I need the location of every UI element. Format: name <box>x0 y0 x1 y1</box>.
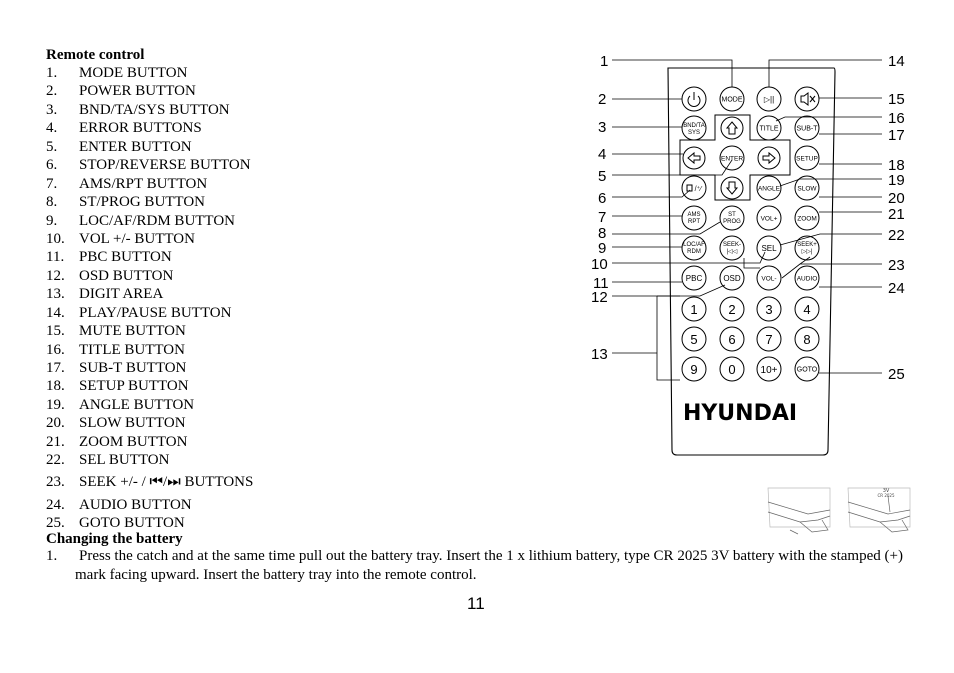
item-label: STOP/REVERSE BUTTON <box>79 157 251 174</box>
battery-voltage-label: 3V <box>882 488 890 494</box>
rpt-label: RPT <box>688 219 700 225</box>
item-label: PBC BUTTON <box>79 249 172 266</box>
item-number: 6. <box>46 157 58 174</box>
item-label: LOC/AF/RDM BUTTON <box>79 212 235 229</box>
loc-button <box>682 236 706 260</box>
item-number: 18. <box>46 378 65 395</box>
callout-12: 12 <box>591 289 608 306</box>
item-label: ST/PROG BUTTON <box>79 194 205 211</box>
down-button <box>721 177 743 199</box>
digit-3-label: 3 <box>765 302 773 317</box>
callout-5: 5 <box>598 168 607 185</box>
item-label: SEEK +/- / ⏮/⏭ BUTTONS <box>79 473 254 490</box>
callout-6: 6 <box>598 190 607 207</box>
digit-1-label: 1 <box>690 302 698 317</box>
battery-heading: Changing the battery <box>46 531 183 547</box>
callout-10: 10 <box>591 256 608 273</box>
item-label: MODE BUTTON <box>79 65 188 81</box>
battery-illustration <box>760 482 920 547</box>
seek-minus-button <box>720 236 744 260</box>
item-number: 16. <box>46 341 65 358</box>
item-label: SEL BUTTON <box>79 452 170 469</box>
item-label: GOTO BUTTON <box>79 515 185 532</box>
digit-10-label: 10+ <box>760 365 778 376</box>
item-label: SETUP BUTTON <box>79 378 189 395</box>
digit-4-label: 4 <box>803 302 811 317</box>
item-number: 8. <box>46 194 58 211</box>
callout-18: 18 <box>888 157 905 174</box>
item-label: PLAY/PAUSE BUTTON <box>79 304 232 321</box>
volp-label: VOL+ <box>760 215 778 223</box>
loc-label: LOC/AF <box>683 242 705 248</box>
callout-22: 22 <box>888 227 905 244</box>
item-label: DIGIT AREA <box>79 286 164 303</box>
callout-4: 4 <box>598 146 607 163</box>
callout-9: 9 <box>598 240 607 257</box>
digit-8-label: 8 <box>803 332 811 347</box>
enter-label: ENTER <box>720 155 744 163</box>
volm-label: VOL- <box>761 275 777 283</box>
play-pause-label: ▷|| <box>763 95 775 104</box>
zoom-label: ZOOM <box>797 215 817 223</box>
item-number: 5. <box>46 138 58 155</box>
item-number: 11. <box>46 249 65 266</box>
rdm-label: RDM <box>687 249 701 255</box>
callout-14: 14 <box>888 53 905 70</box>
item-label: ENTER BUTTON <box>79 138 192 155</box>
item-number: 23. <box>46 473 65 490</box>
callout-7: 7 <box>598 209 607 226</box>
callout-13: 13 <box>591 346 608 363</box>
seekm-label: SEEK- <box>722 242 742 248</box>
battery-type-label: CR 2025 <box>877 493 895 498</box>
item-number: 10. <box>46 230 65 247</box>
step-number: 1. <box>46 548 58 564</box>
seekm-icon-label: |◁◁ <box>726 249 738 255</box>
pbc-label: PBC <box>685 274 703 283</box>
callout-20: 20 <box>888 190 905 207</box>
item-number: 2. <box>46 83 58 100</box>
item-label: VOL +/- BUTTON <box>79 230 195 247</box>
item-number: 14. <box>46 304 65 321</box>
digit-0-label: 0 <box>728 362 736 377</box>
item-number: 7. <box>46 175 58 192</box>
item-label: MUTE BUTTON <box>79 323 186 340</box>
slow-label: SLOW <box>797 185 817 193</box>
callout-3: 3 <box>598 119 607 136</box>
item-label: SUB-T BUTTON <box>79 360 187 376</box>
digit-6-label: 6 <box>728 332 736 347</box>
item-number: 25. <box>46 515 65 532</box>
item-label: OSD BUTTON <box>79 267 174 284</box>
bnd-label: BND/TA <box>683 123 705 129</box>
osd-label: OSD <box>723 274 741 283</box>
title-label: TITLE <box>759 125 779 133</box>
item-number: 12. <box>46 267 65 284</box>
item-label: ZOOM BUTTON <box>79 433 188 450</box>
up-button <box>721 117 743 139</box>
item-label: AMS/RPT BUTTON <box>79 175 208 192</box>
mode-label: MODE <box>721 96 743 104</box>
goto-label: GOTO <box>796 366 818 374</box>
item-number: 13. <box>46 286 65 303</box>
page-number: 11 <box>467 594 485 613</box>
item-label: POWER BUTTON <box>79 83 196 100</box>
item-number: 22. <box>46 452 65 469</box>
callout-19: 19 <box>888 172 905 189</box>
item-number: 21. <box>46 433 65 450</box>
seekp-label: SEEK+ <box>797 242 817 248</box>
callout-21: 21 <box>888 206 905 223</box>
left-button <box>683 147 705 169</box>
ams-label: AMS <box>687 212 701 218</box>
item-number: 9. <box>46 212 58 229</box>
callout-15: 15 <box>888 91 905 108</box>
callout-1: 1 <box>600 53 609 70</box>
item-number: 19. <box>46 396 65 413</box>
seekp-icon-label: ▷▷| <box>801 249 813 255</box>
item-number: 20. <box>46 415 65 432</box>
right-button <box>758 147 780 169</box>
item-label: BND/TA/SYS BUTTON <box>79 101 230 118</box>
item-label: ANGLE BUTTON <box>79 396 195 413</box>
digit-9-label: 9 <box>690 362 698 377</box>
callout-17: 17 <box>888 127 905 144</box>
callout-8: 8 <box>598 225 607 242</box>
item-number: 4. <box>46 120 58 137</box>
callout-11: 11 <box>593 275 609 292</box>
setup-label: SETUP <box>796 155 818 163</box>
step-text: Press the catch and at the same time pull out the battery tray. Insert the 1 x lithium battery, type CR 2025 3V battery with the stamped (+) mark facing upward. Insert the battery tray into the remote control. <box>75 548 903 583</box>
item-label: SLOW BUTTON <box>79 415 186 432</box>
digit-5-label: 5 <box>690 332 698 347</box>
sys-label: SYS <box>687 130 701 136</box>
mute-button <box>795 87 819 111</box>
callout-16: 16 <box>888 110 905 127</box>
subt-label: SUB-T <box>796 125 818 133</box>
brand-logo: HYUNDAI <box>682 401 798 426</box>
callout-25: 25 <box>888 366 905 383</box>
item-number: 17. <box>46 360 65 376</box>
callout-23: 23 <box>888 257 905 274</box>
item-number: 1. <box>46 65 58 81</box>
sel-label: SEL <box>761 244 777 253</box>
battery-instruction <box>46 547 906 585</box>
digit-2-label: 2 <box>728 302 736 317</box>
item-number: 15. <box>46 323 65 340</box>
callout-24: 24 <box>888 280 905 297</box>
callout-2: 2 <box>598 91 607 108</box>
prog-label: PROG <box>723 219 741 225</box>
angle-label: ANGLE <box>757 185 781 193</box>
item-label: TITLE BUTTON <box>79 341 185 358</box>
reverse-label: /⁺⁄ <box>694 186 702 193</box>
ams-button <box>682 206 706 230</box>
item-label: ERROR BUTTONS <box>79 120 202 137</box>
st-button <box>720 206 744 230</box>
st-label: ST <box>728 212 736 218</box>
digit-7-label: 7 <box>765 332 773 347</box>
item-label: AUDIO BUTTON <box>79 496 192 513</box>
item-number: 3. <box>46 101 58 118</box>
item-number: 24. <box>46 496 65 513</box>
section-title: Remote control <box>46 47 145 63</box>
audio-label: AUDIO <box>796 275 818 283</box>
